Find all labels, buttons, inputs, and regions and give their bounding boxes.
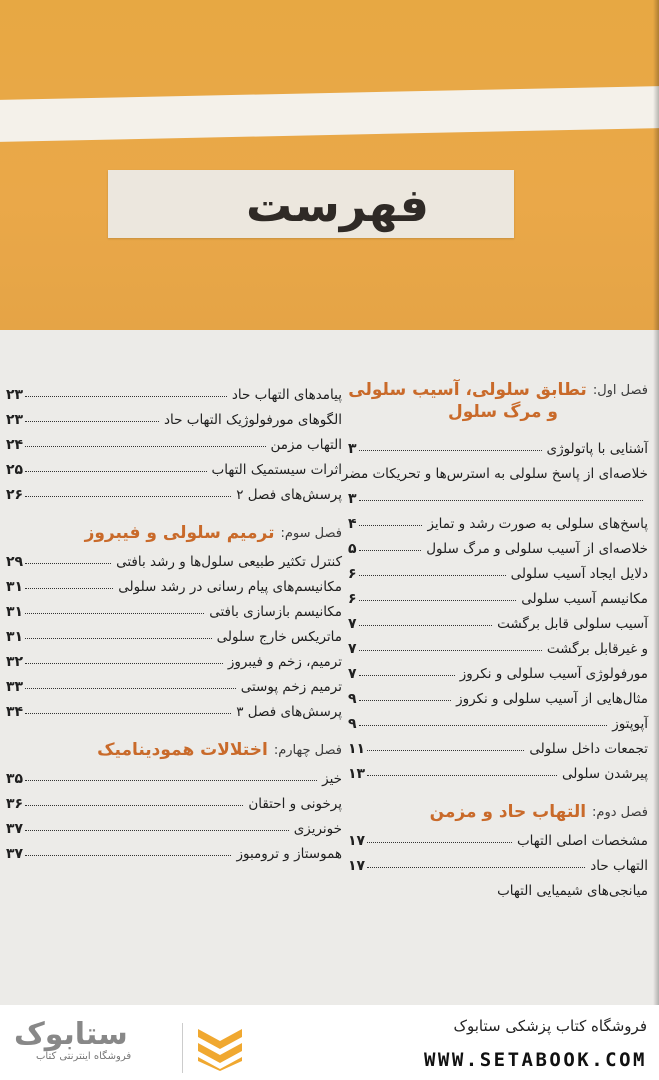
header-band: [0, 0, 659, 330]
toc-entry-title: مکانیسم آسیب سلولی: [521, 591, 648, 607]
dot-leader: [25, 830, 289, 831]
chapter-title-continued: و مرگ سلول: [448, 402, 558, 422]
dot-leader: [25, 688, 236, 689]
toc-entry-title: خلاصه‌ای از پاسخ سلولی به استرس‌ها و تحریکات مضر: [341, 466, 648, 482]
toc-entry-page: ۲۵: [6, 462, 24, 478]
chapter-title: ترمیم سلولی و فیبروز: [84, 523, 275, 543]
toc-entry-page: ۳۱: [6, 604, 24, 620]
toc-entry: [6, 812, 342, 837]
toc-entry-title: التهاب حاد: [590, 858, 648, 874]
toc-left-column: [6, 378, 342, 862]
toc-entry: [6, 545, 342, 570]
toc-right-column: [341, 360, 648, 899]
toc-entry: [348, 824, 648, 849]
toc-entry: [6, 645, 342, 670]
toc-entry-title: اثرات سیستمیک التهاب: [211, 462, 342, 478]
toc-list: [6, 762, 342, 862]
toc-entry-page: ۷: [348, 666, 357, 682]
toc-list: [6, 545, 342, 720]
toc-entry-page: ۴: [348, 516, 357, 532]
logo-wordmark: ستابوک: [14, 1017, 128, 1052]
toc-entry-page: ۹: [348, 716, 357, 732]
toc-entry: [6, 378, 342, 403]
toc-entry: [348, 482, 648, 507]
toc-entry: [6, 403, 342, 428]
dot-leader: [359, 675, 455, 676]
toc-entry-page: ۳۷: [6, 846, 24, 862]
toc-entry-title: پرسش‌های فصل ۳: [236, 704, 342, 720]
toc-entry-title: مشخصات اصلی التهاب: [516, 833, 648, 849]
toc-entry-page: ۳۱: [6, 629, 24, 645]
toc-entry-title: مکانیسم‌های پیام رسانی در رشد سلولی: [118, 579, 342, 595]
dot-leader: [25, 855, 231, 856]
toc-entry-title: پیرشدن سلولی: [561, 766, 648, 782]
toc-entry-page: ۲۶: [6, 487, 24, 503]
toc-entry: [348, 682, 648, 707]
dot-leader: [359, 700, 452, 701]
chapter-label: فصل سوم:: [280, 526, 342, 541]
toc-entry-title: دلایل ایجاد آسیب سلولی: [510, 566, 648, 582]
toc-entry-title: آپوپتوز: [612, 716, 648, 732]
dot-leader: [25, 805, 243, 806]
toc-entry-title: پرسش‌های فصل ۲: [236, 487, 342, 503]
toc-entry-page: ۳۵: [6, 771, 24, 787]
dot-leader: [367, 750, 524, 751]
toc-entry-title: ترمیم زخم پوستی: [240, 679, 342, 695]
toc-entry-title: و غیرقابل برگشت: [546, 641, 648, 657]
toc-entry: [6, 837, 342, 862]
toc-entry-title: مکانیسم بازسازی بافتی: [209, 604, 342, 620]
dot-leader: [359, 650, 542, 651]
watermark-footer: [0, 1005, 659, 1080]
toc-entry-page: ۱۳: [348, 766, 366, 782]
toc-list: [341, 432, 648, 782]
dot-leader: [359, 600, 517, 601]
toc-entry: [6, 453, 342, 478]
chapter-label: فصل دوم:: [592, 805, 648, 820]
toc-entry-page: ۳۶: [6, 796, 24, 812]
toc-entry-page: ۳۷: [6, 821, 24, 837]
toc-list: [6, 378, 342, 503]
chapter-label: فصل چهارم:: [273, 743, 342, 758]
toc-entry-title: پرخونی و احتقان: [248, 796, 342, 812]
toc-entry-page: ۳۱: [6, 579, 24, 595]
dot-leader: [25, 421, 159, 422]
toc-entry-title: التهاب مزمن: [270, 437, 342, 453]
toc-list: [348, 824, 648, 899]
dot-leader: [25, 396, 227, 397]
toc-entry: [6, 620, 342, 645]
logo: [14, 1017, 252, 1073]
toc-entry-page: ۶: [348, 566, 357, 582]
toc-entry-title: آشنایی با پاتولوژی: [546, 441, 648, 457]
toc-entry-page: ۳۳: [6, 679, 24, 695]
dot-leader: [367, 842, 512, 843]
toc-entry-title: آسیب سلولی قابل برگشت: [497, 616, 648, 632]
toc-entry: [348, 657, 648, 682]
toc-entry-page: ۲۳: [6, 412, 24, 428]
toc-entry: [348, 607, 648, 632]
chapter-heading: [6, 503, 342, 545]
chapter-heading: [348, 360, 648, 402]
dot-leader: [359, 550, 422, 551]
shop-url[interactable]: WWW.SETABOOK.COM: [423, 1049, 647, 1071]
toc-entry: [348, 532, 648, 557]
toc-entry-page: ۳۲: [6, 654, 24, 670]
page-title: فهرست: [245, 178, 429, 232]
toc-entry: [341, 457, 648, 482]
toc-entry: [6, 670, 342, 695]
toc-entry: [348, 507, 648, 532]
page-edge-shadow: [653, 0, 659, 1005]
chapter-heading: [6, 720, 342, 762]
chapter-title: تطابق سلولی، آسیب سلولی: [348, 380, 587, 400]
toc-entry-page: ۳: [348, 441, 357, 457]
dot-leader: [359, 625, 493, 626]
dot-leader: [25, 446, 265, 447]
dot-leader: [359, 725, 608, 726]
toc-entry: [348, 707, 648, 732]
toc-entry: [348, 557, 648, 582]
toc-entry-page: ۱۱: [348, 741, 366, 757]
dot-leader: [25, 713, 231, 714]
chapter-heading: [348, 782, 648, 824]
toc-entry-title: میانجی‌های شیمیایی التهاب: [497, 883, 648, 899]
toc-entry: [348, 732, 648, 757]
dot-leader: [367, 775, 557, 776]
logo-divider: [182, 1023, 183, 1073]
chapter-label: فصل اول:: [592, 383, 648, 398]
dot-leader: [25, 496, 231, 497]
toc-entry: [6, 478, 342, 503]
toc-entry-page: ۷: [348, 641, 357, 657]
toc-entry-title: مورفولوژی آسیب سلولی و نکروز: [459, 666, 648, 682]
dot-leader: [25, 780, 317, 781]
toc-entry-page: ۹: [348, 691, 357, 707]
toc-entry-title: مثال‌هایی از آسیب سلولی و نکروز: [456, 691, 648, 707]
toc-entry-page: ۲۴: [6, 437, 24, 453]
toc-entry: [348, 874, 648, 899]
toc-entry: [348, 432, 648, 457]
logo-subtitle: فروشگاه اینترنتی کتاب: [36, 1051, 132, 1062]
chapter-title: التهاب حاد و مزمن: [429, 802, 587, 822]
chevron-stack-icon: [194, 1025, 246, 1071]
toc-entry-page: ۷: [348, 616, 357, 632]
dot-leader: [25, 588, 113, 589]
toc-entry-title: ترمیم، زخم و فیبروز: [227, 654, 342, 670]
toc-entry-page: ۱۷: [348, 858, 366, 874]
toc-entry-title: خونریزی: [293, 821, 342, 837]
toc-entry: [348, 632, 648, 657]
toc-entry-title: هموستاز و ترومبوز: [236, 846, 342, 862]
toc-entry: [348, 582, 648, 607]
dot-leader: [25, 563, 111, 564]
toc-entry-page: ۵: [348, 541, 357, 557]
dot-leader: [25, 613, 204, 614]
dot-leader: [359, 575, 506, 576]
chapter-title: اختلالات همودینامیک: [97, 740, 268, 760]
toc-entry: [6, 570, 342, 595]
toc-entry: [348, 849, 648, 874]
dot-leader: [359, 450, 542, 451]
toc-entry: [6, 428, 342, 453]
toc-entry-page: ۲۳: [6, 387, 24, 403]
toc-entry-page: ۳: [348, 491, 357, 507]
toc-entry-title: خیز: [322, 771, 342, 787]
dot-leader: [25, 638, 212, 639]
toc-entry-title: الگوهای مورفولوژیک التهاب حاد: [163, 412, 342, 428]
toc-entry-page: ۳۴: [6, 704, 24, 720]
toc-entry-page: ۱۷: [348, 833, 366, 849]
toc-entry-title: ماتریکس خارج سلولی: [216, 629, 342, 645]
toc-entry-title: خلاصه‌ای از آسیب سلولی و مرگ سلول: [426, 541, 648, 557]
dot-leader: [25, 663, 223, 664]
toc-entry-title: کنترل تکثیر طبیعی سلول‌ها و رشد بافتی: [116, 554, 342, 570]
toc-entry-page: ۶: [348, 591, 357, 607]
shop-name: فروشگاه کتاب پزشکی ستابوک: [453, 1017, 647, 1035]
toc-entry: [6, 762, 342, 787]
dot-leader: [25, 471, 206, 472]
toc-entry-title: پیامدهای التهاب حاد: [231, 387, 342, 403]
dot-leader: [359, 500, 643, 501]
toc-entry-page: ۲۹: [6, 554, 24, 570]
toc-entry-title: تجمعات داخل سلولی: [529, 741, 648, 757]
toc-entry: [6, 695, 342, 720]
dot-leader: [359, 525, 423, 526]
toc-entry: [6, 787, 342, 812]
dot-leader: [367, 867, 585, 868]
toc-entry: [6, 595, 342, 620]
toc-entry-title: پاسخ‌های سلولی به صورت رشد و تمایز: [427, 516, 648, 532]
toc-entry: [348, 757, 648, 782]
